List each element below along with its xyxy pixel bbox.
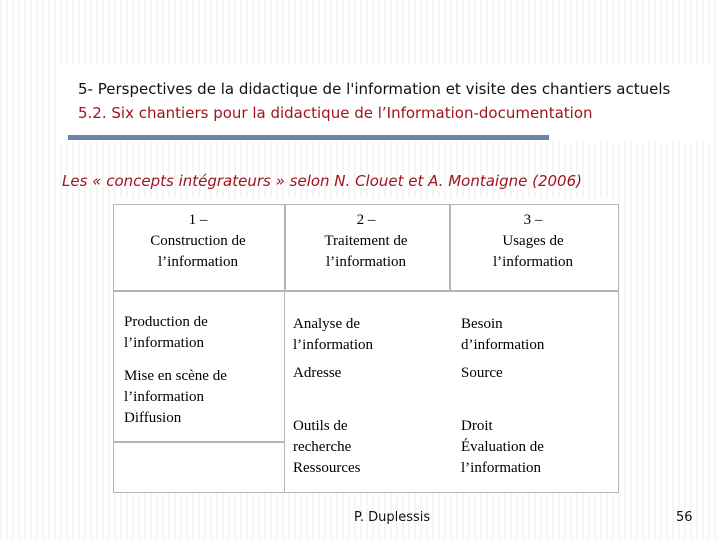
slide-subheading: 5.2. Six chantiers pour la didactique de l’Information-documentation xyxy=(78,104,593,122)
col2-item: l’information xyxy=(293,337,373,353)
page-number: 56 xyxy=(676,510,693,525)
header-2-line1: Traitement de xyxy=(324,233,408,249)
col2-item: recherche xyxy=(293,439,352,455)
col3-item: Besoin xyxy=(461,316,503,332)
col2-item: Ressources xyxy=(293,460,361,476)
header-3-line2: l’information xyxy=(493,254,573,270)
col1-item: l’information xyxy=(124,335,204,351)
col1-item: l’information xyxy=(124,389,204,405)
col3-item: d’information xyxy=(461,337,545,353)
title-rule xyxy=(68,135,549,140)
header-1-line2: l’information xyxy=(158,254,238,270)
col2-item: Analyse de xyxy=(293,316,361,332)
col3-item: Source xyxy=(461,365,503,381)
header-2-number: 2 – xyxy=(356,212,376,228)
col2-item: Adresse xyxy=(293,365,342,381)
col3-item: Droit xyxy=(461,418,493,434)
col3-item: l’information xyxy=(461,460,541,476)
col1-item: Production de xyxy=(124,314,208,330)
slide-title: 5- Perspectives de la didactique de l'information et visite des chantiers actuels xyxy=(78,80,671,98)
col2-item: Outils de xyxy=(293,418,348,434)
header-1-line1: Construction de xyxy=(150,233,246,249)
header-3-number: 3 – xyxy=(523,212,543,228)
footer-author: P. Duplessis xyxy=(354,510,431,525)
col1-item: Mise en scène de xyxy=(124,368,227,384)
header-1-number: 1 – xyxy=(188,212,208,228)
header-2-line2: l’information xyxy=(326,254,406,270)
table-caption: Les « concepts intégrateurs » selon N. Clouet et A. Montaigne (2006) xyxy=(62,172,582,190)
header-panel xyxy=(60,64,710,142)
col1-item: Diffusion xyxy=(124,410,182,426)
col3-item: Évaluation de xyxy=(461,439,544,455)
body-cell-col1-lower xyxy=(113,442,285,493)
header-3-line1: Usages de xyxy=(502,233,564,249)
